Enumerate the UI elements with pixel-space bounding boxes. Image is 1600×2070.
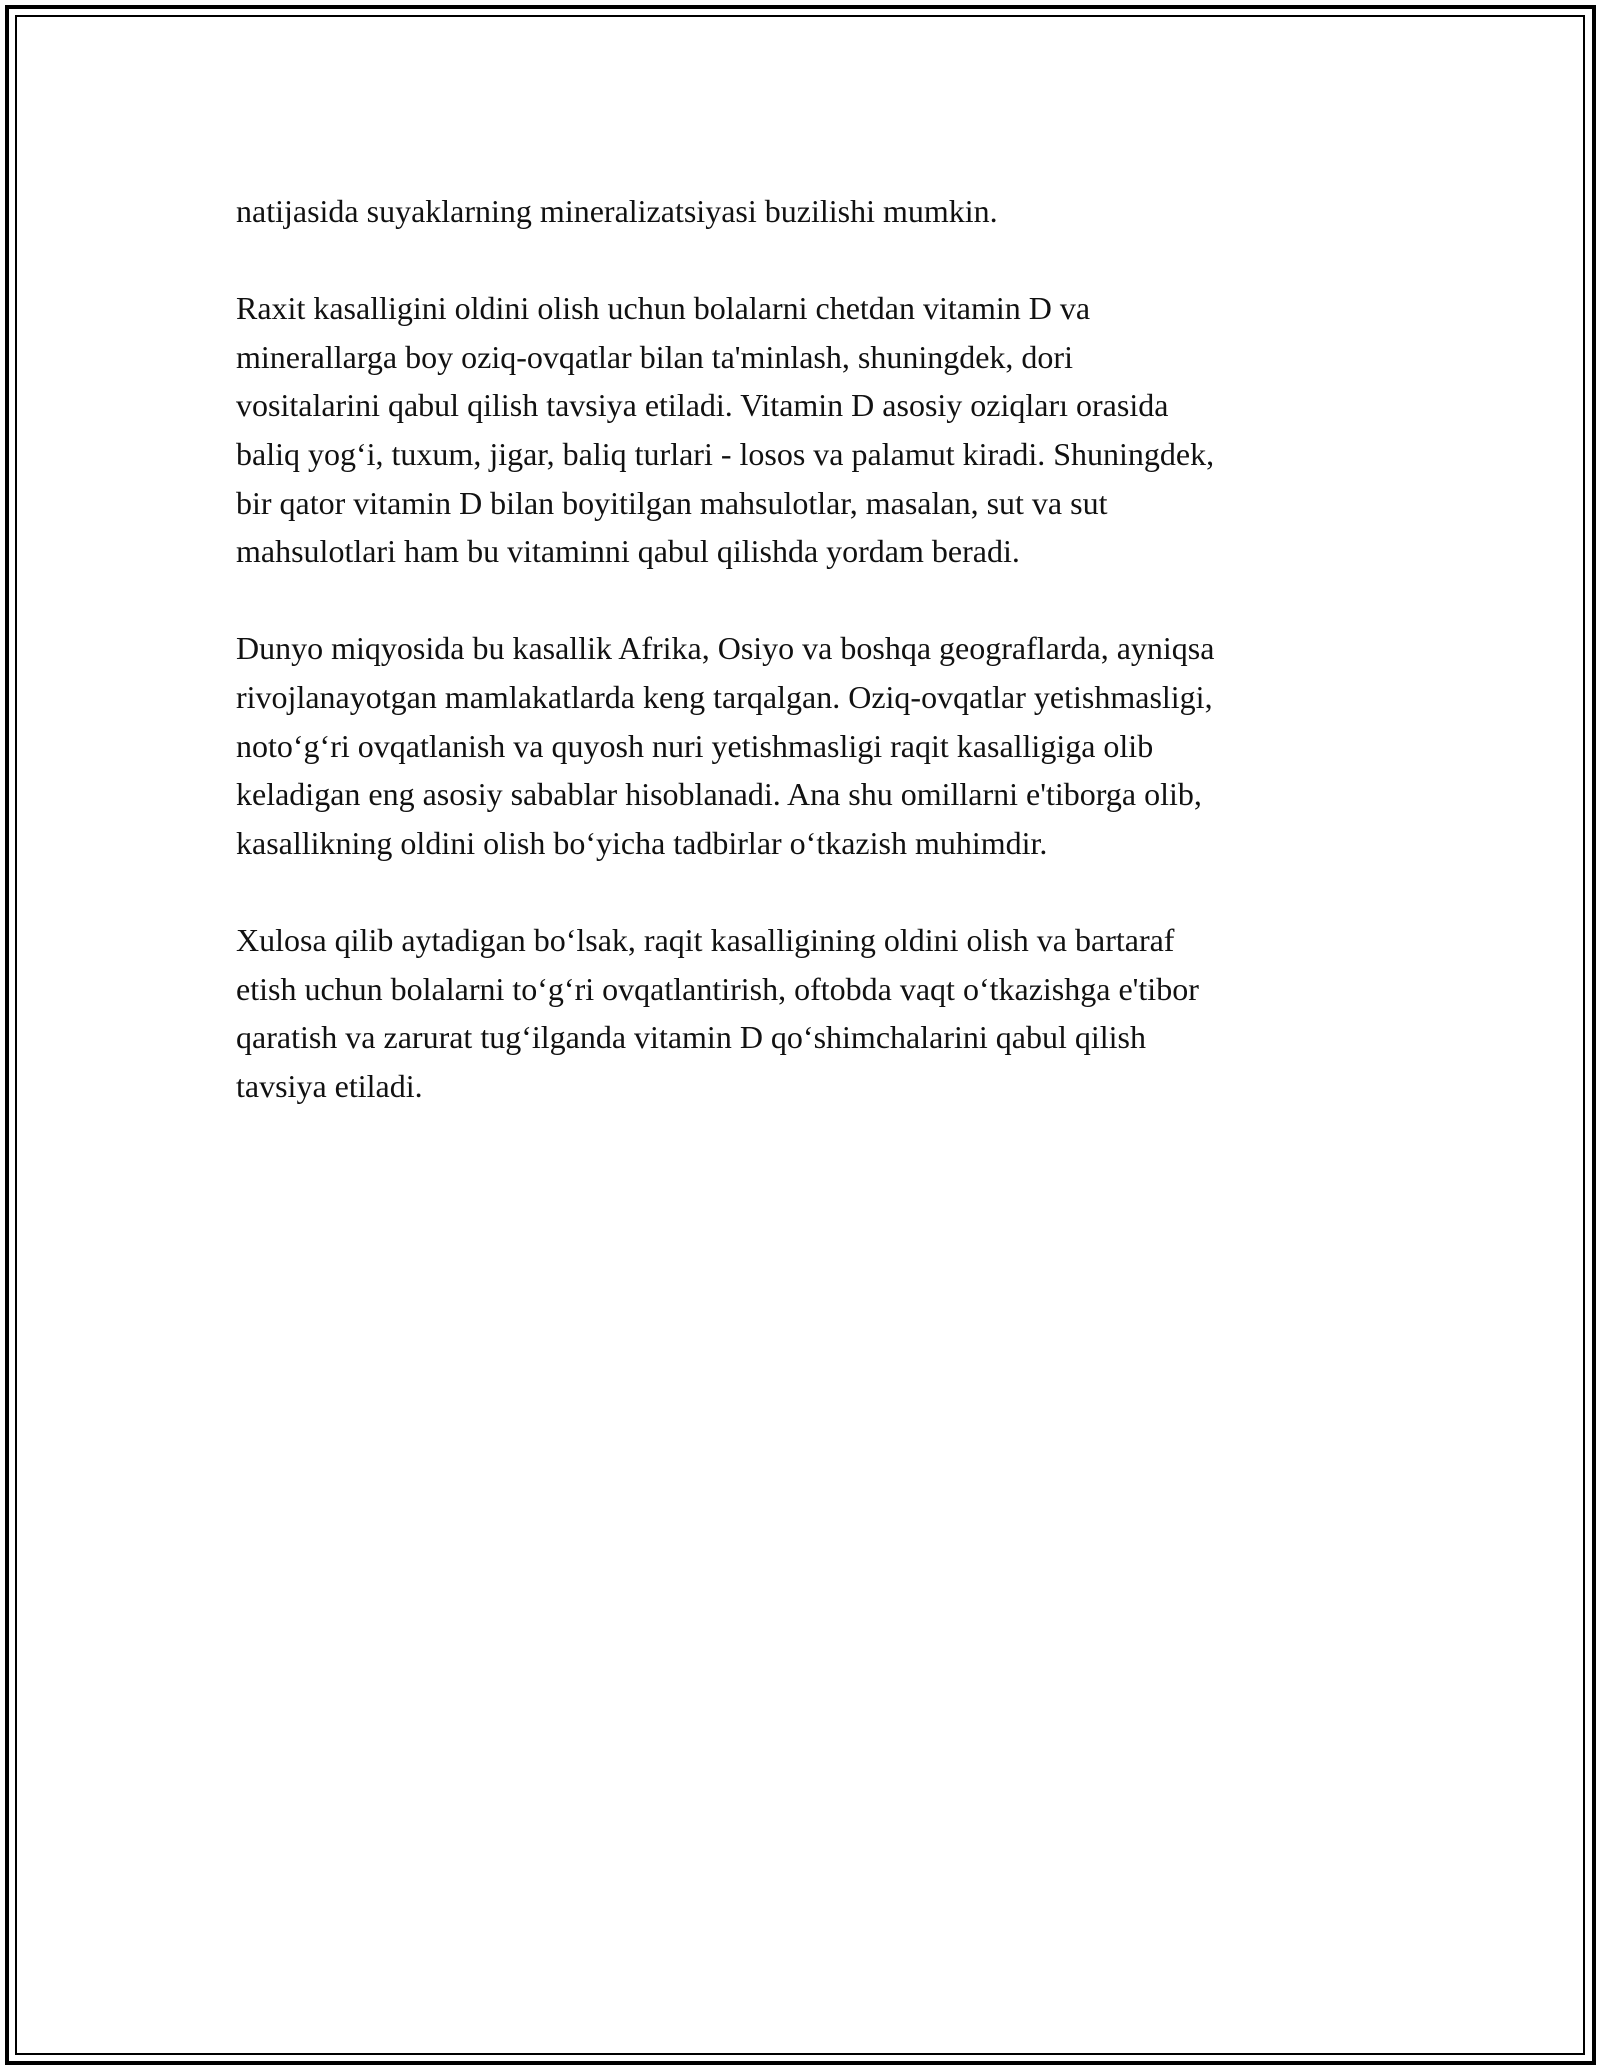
paragraph-3: Dunyo miqyosida bu kasallik Afrika, Osiyo va boshqa geograflarda, ayniqsa rivojlanayotgan mamlakatlarda keng tarqalgan. Oziq-ovqatlar yetishmasligi, noto‘g‘ri ovqatlanish va quyosh nuri yetishmasligi raqit kasalligiga olib keladigan eng asosiy sabablar hisoblanadi. Ana shu omillarni e'tiborga olib, kasallikning oldini olish bo‘yicha tadbirlar o‘tkazish muhimdir. xyxy=(236,630,1215,861)
paragraph-4: Xulosa qilib aytadigan bo‘lsak, raqit kasalligining oldini olish va bartaraf etish uchun bolalarni to‘g‘ri ovqatlantirish, oftobda vaqt o‘tkazishga e'tibor qaratish va zarurat tug‘ilganda vitamin D qo‘shimchalarini qabul qilish tavsiya etiladi. xyxy=(236,921,1199,1104)
paragraph-1: natijasida suyaklarning mineralizatsiyasi buzilishi mumkin. xyxy=(236,193,998,229)
paragraph-2: Raxit kasalligini oldini olish uchun bolalarni chetdan vitamin D va minerallarga boy oziq-ovqatlar bilan ta'minlash, shuningdek, dori vositalarini qabul qilish tavsiya etiladi. Vitamin D asosiy oziqları orasida baliq yog‘i, tuxum, jigar, baliq turlari - losos va palamut kiradi. Shuningdek, bir qator vitamin D bilan boyitilgan mahsulotlar, masalan, sut va sut mahsulotlari ham bu vitaminni qabul qilishda yordam beradi. xyxy=(236,290,1215,570)
document-body xyxy=(236,187,1376,1110)
